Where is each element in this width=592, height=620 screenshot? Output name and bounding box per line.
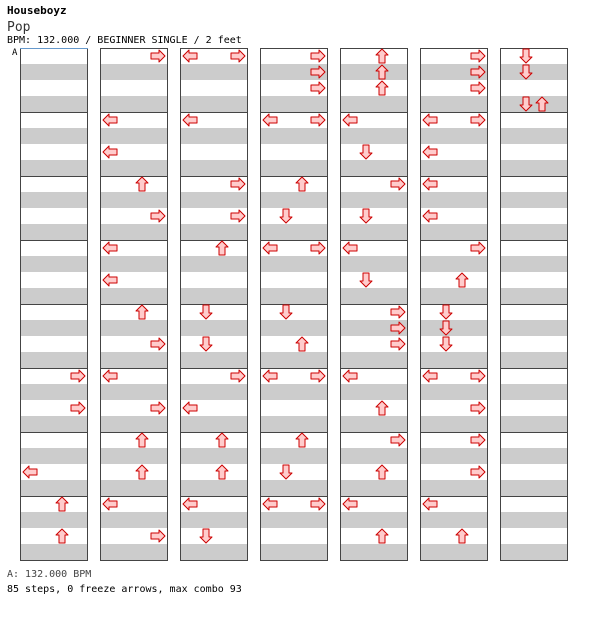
arrow-down-icon <box>200 305 212 319</box>
bpm-marker-label: A <box>12 48 18 58</box>
beat-stripe <box>20 160 88 176</box>
beat-stripe <box>420 160 488 176</box>
arrow-up-icon <box>136 433 148 447</box>
arrow-right-icon <box>311 50 325 62</box>
arrow-right-icon <box>71 402 85 414</box>
beat-stripe <box>500 320 568 336</box>
beat-stripe <box>340 288 408 304</box>
beat-stripe <box>340 544 408 560</box>
beat-stripe <box>20 64 88 80</box>
chart-info: BPM: 132.000 / BEGINNER SINGLE / 2 feet <box>7 35 242 46</box>
arrow-left-icon <box>183 498 197 510</box>
song-genre: Pop <box>7 20 31 35</box>
beat-stripe <box>100 224 168 240</box>
arrow-right-icon <box>231 178 245 190</box>
beat-stripe <box>100 512 168 528</box>
beat-stripe <box>260 192 328 208</box>
beat-stripe <box>180 224 248 240</box>
beat-stripe <box>100 352 168 368</box>
arrow-right-icon <box>471 402 485 414</box>
arrow-up-icon <box>216 241 228 255</box>
arrow-right-icon <box>311 114 325 126</box>
beat-stripe <box>260 128 328 144</box>
arrow-up-icon <box>296 337 308 351</box>
arrow-left-icon <box>103 114 117 126</box>
arrow-right-icon <box>471 434 485 446</box>
beat-stripe <box>100 480 168 496</box>
beat-stripe <box>500 448 568 464</box>
arrow-left-icon <box>343 498 357 510</box>
beat-stripe <box>100 416 168 432</box>
arrow-down-icon <box>360 209 372 223</box>
beat-stripe <box>500 224 568 240</box>
beat-stripe <box>340 416 408 432</box>
beat-stripe <box>420 448 488 464</box>
beat-stripe <box>100 96 168 112</box>
beat-stripe <box>340 128 408 144</box>
beat-stripe <box>20 128 88 144</box>
beat-stripe <box>180 256 248 272</box>
song-title: Houseboyz <box>7 4 67 17</box>
beat-stripe <box>500 96 568 112</box>
arrow-down-icon <box>280 465 292 479</box>
beat-stripe <box>20 448 88 464</box>
beat-stripe <box>500 512 568 528</box>
beat-stripe <box>260 512 328 528</box>
arrow-right-icon <box>391 306 405 318</box>
beat-stripe <box>180 160 248 176</box>
arrow-up-icon <box>136 465 148 479</box>
arrow-left-icon <box>343 114 357 126</box>
arrow-up-icon <box>216 465 228 479</box>
beat-stripe <box>500 352 568 368</box>
arrow-down-icon <box>360 273 372 287</box>
arrow-right-icon <box>231 50 245 62</box>
beat-stripe <box>340 384 408 400</box>
beat-stripe <box>180 480 248 496</box>
beat-stripe <box>180 64 248 80</box>
arrow-left-icon <box>103 370 117 382</box>
arrow-right-icon <box>471 50 485 62</box>
beat-stripe <box>260 416 328 432</box>
beat-stripe <box>20 544 88 560</box>
beat-stripe <box>420 224 488 240</box>
beat-stripe <box>340 512 408 528</box>
beat-stripe <box>20 288 88 304</box>
beat-stripe <box>500 480 568 496</box>
beat-stripe <box>340 160 408 176</box>
beat-stripe <box>20 352 88 368</box>
arrow-up-icon <box>376 529 388 543</box>
beat-stripe <box>420 256 488 272</box>
beat-stripe <box>340 480 408 496</box>
arrow-up-icon <box>136 305 148 319</box>
arrow-right-icon <box>231 370 245 382</box>
beat-stripe <box>420 352 488 368</box>
beat-stripe <box>260 320 328 336</box>
arrow-right-icon <box>151 50 165 62</box>
beat-stripe <box>420 416 488 432</box>
arrow-right-icon <box>71 370 85 382</box>
beat-stripe <box>500 64 568 80</box>
arrow-right-icon <box>391 178 405 190</box>
beat-stripe <box>180 192 248 208</box>
beat-stripe <box>340 192 408 208</box>
arrow-right-icon <box>391 338 405 350</box>
arrow-down-icon <box>280 209 292 223</box>
beat-stripe <box>420 320 488 336</box>
beat-stripe <box>100 544 168 560</box>
arrow-up-icon <box>296 177 308 191</box>
beat-stripe <box>100 320 168 336</box>
beat-stripe <box>420 192 488 208</box>
arrow-up-icon <box>56 497 68 511</box>
arrow-left-icon <box>263 370 277 382</box>
beat-stripe <box>260 96 328 112</box>
beat-stripe <box>260 256 328 272</box>
beat-stripe <box>500 288 568 304</box>
beat-stripe <box>260 480 328 496</box>
arrow-right-icon <box>151 402 165 414</box>
arrow-up-icon <box>296 433 308 447</box>
beat-stripe <box>180 128 248 144</box>
beat-stripe <box>420 512 488 528</box>
arrow-down-icon <box>200 337 212 351</box>
beat-stripe <box>420 480 488 496</box>
beat-stripe <box>20 480 88 496</box>
beat-stripe <box>420 544 488 560</box>
arrow-up-icon <box>376 81 388 95</box>
beat-stripe <box>180 544 248 560</box>
beat-stripe <box>20 416 88 432</box>
arrow-right-icon <box>151 210 165 222</box>
beat-stripe <box>260 224 328 240</box>
arrow-left-icon <box>423 370 437 382</box>
arrow-right-icon <box>391 434 405 446</box>
arrow-up-icon <box>456 273 468 287</box>
arrow-right-icon <box>151 530 165 542</box>
arrow-left-icon <box>183 402 197 414</box>
arrow-right-icon <box>471 370 485 382</box>
arrow-left-icon <box>423 114 437 126</box>
arrow-up-icon <box>216 433 228 447</box>
beat-stripe <box>180 288 248 304</box>
beat-stripe <box>260 448 328 464</box>
beat-stripe <box>180 352 248 368</box>
arrow-right-icon <box>471 466 485 478</box>
beat-stripe <box>20 256 88 272</box>
beat-stripe <box>500 416 568 432</box>
arrow-down-icon <box>200 529 212 543</box>
arrow-left-icon <box>423 178 437 190</box>
arrow-up-icon <box>456 529 468 543</box>
arrow-up-icon <box>376 49 388 63</box>
arrow-up-icon <box>376 465 388 479</box>
beat-stripe <box>500 192 568 208</box>
beat-stripe <box>100 384 168 400</box>
arrow-right-icon <box>151 338 165 350</box>
beat-stripe <box>180 320 248 336</box>
arrow-right-icon <box>471 242 485 254</box>
beat-stripe <box>180 384 248 400</box>
beat-stripe <box>100 64 168 80</box>
beat-stripe <box>180 416 248 432</box>
arrow-down-icon <box>520 49 532 63</box>
arrow-down-icon <box>280 305 292 319</box>
arrow-left-icon <box>343 370 357 382</box>
arrow-left-icon <box>423 146 437 158</box>
beat-stripe <box>100 192 168 208</box>
beat-stripe <box>100 160 168 176</box>
arrow-right-icon <box>311 498 325 510</box>
beat-stripe <box>100 256 168 272</box>
bpm-change-note: A: 132.000 BPM <box>7 569 92 580</box>
beat-stripe <box>20 512 88 528</box>
beat-stripe <box>340 224 408 240</box>
beat-stripe <box>260 352 328 368</box>
arrow-up-icon <box>376 401 388 415</box>
beat-stripe <box>340 64 408 80</box>
arrow-left-icon <box>103 146 117 158</box>
beat-stripe <box>500 128 568 144</box>
arrow-down-icon <box>440 337 452 351</box>
beat-stripe <box>500 160 568 176</box>
beat-stripe <box>340 256 408 272</box>
arrow-left-icon <box>23 466 37 478</box>
arrow-right-icon <box>311 242 325 254</box>
beat-stripe <box>180 96 248 112</box>
arrow-left-icon <box>103 242 117 254</box>
beat-stripe <box>260 384 328 400</box>
arrow-right-icon <box>231 210 245 222</box>
beat-stripe <box>180 448 248 464</box>
arrow-up-icon <box>136 177 148 191</box>
beat-stripe <box>260 544 328 560</box>
arrow-left-icon <box>263 242 277 254</box>
beat-stripe <box>260 288 328 304</box>
arrow-left-icon <box>183 114 197 126</box>
beat-stripe <box>180 512 248 528</box>
beat-stripe <box>20 320 88 336</box>
beat-stripe <box>20 192 88 208</box>
arrow-right-icon <box>311 82 325 94</box>
beat-stripe <box>20 224 88 240</box>
arrow-left-icon <box>263 114 277 126</box>
arrow-right-icon <box>311 370 325 382</box>
arrow-left-icon <box>423 210 437 222</box>
arrow-left-icon <box>263 498 277 510</box>
beat-stripe <box>500 384 568 400</box>
arrow-right-icon <box>471 114 485 126</box>
beat-stripe <box>420 384 488 400</box>
arrow-left-icon <box>343 242 357 254</box>
arrow-down-icon <box>360 145 372 159</box>
beat-stripe <box>340 352 408 368</box>
beat-stripe <box>420 288 488 304</box>
arrow-left-icon <box>183 50 197 62</box>
beat-stripe <box>340 96 408 112</box>
beat-stripe <box>260 160 328 176</box>
beat-stripe <box>500 544 568 560</box>
arrow-up-icon <box>56 529 68 543</box>
arrow-right-icon <box>471 82 485 94</box>
arrow-left-icon <box>423 498 437 510</box>
beat-stripe <box>100 448 168 464</box>
beat-stripe <box>100 128 168 144</box>
beat-stripe <box>500 256 568 272</box>
beat-stripe <box>340 448 408 464</box>
beat-stripe <box>420 96 488 112</box>
arrow-left-icon <box>103 274 117 286</box>
arrow-down-icon <box>440 305 452 319</box>
beat-stripe <box>20 384 88 400</box>
beat-stripe <box>420 128 488 144</box>
step-stats: 85 steps, 0 freeze arrows, max combo 93 <box>7 584 242 595</box>
beat-stripe <box>100 288 168 304</box>
arrow-left-icon <box>103 498 117 510</box>
beat-stripe <box>20 96 88 112</box>
